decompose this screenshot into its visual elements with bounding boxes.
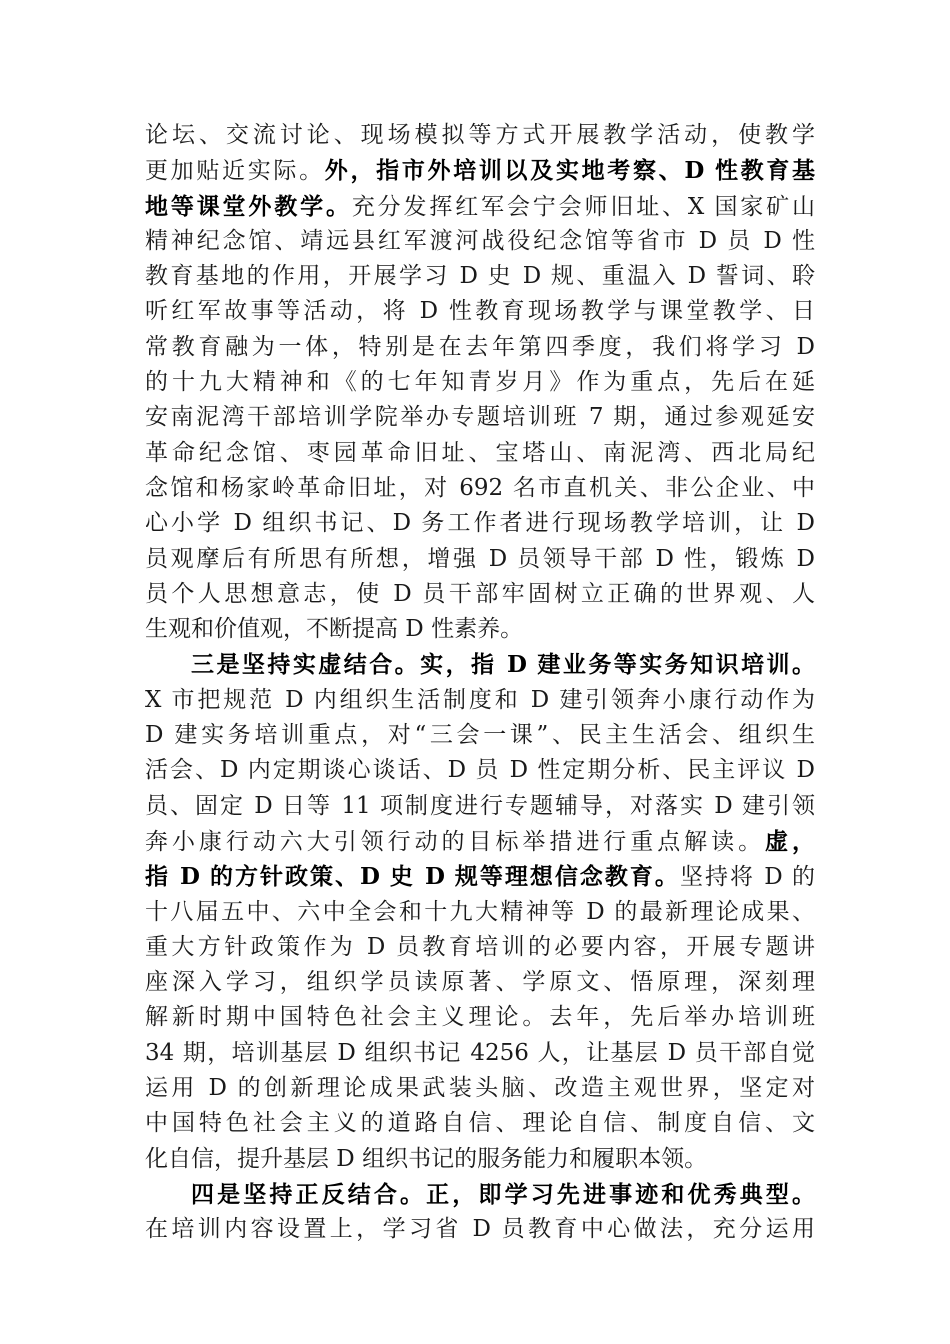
document-body bbox=[145, 118, 815, 1248]
bold-text-segment: 地等课堂外教学。 bbox=[145, 192, 352, 220]
bold-text-segment: 四是坚持正反结合。正，即学习先进事迹和优秀典型。 bbox=[191, 1180, 815, 1208]
text-segment: 生观和价值观，不断提高 D 性素养。 bbox=[145, 616, 524, 643]
text-line bbox=[145, 718, 815, 753]
text-line bbox=[145, 930, 815, 965]
text-line bbox=[145, 577, 815, 612]
text-segment: 更加贴近实际。 bbox=[145, 158, 325, 185]
text-line bbox=[145, 189, 815, 224]
text-segment: 在培训内容设置上，学习省 D 员教育中心做法，充分运用 bbox=[145, 1216, 815, 1243]
text-line bbox=[145, 1036, 815, 1071]
text-line bbox=[145, 1142, 815, 1177]
text-line bbox=[145, 400, 815, 435]
text-line bbox=[145, 436, 815, 471]
text-segment: 精神纪念馆、靖远县红军渡河战役纪念馆等省市 D 员 D 性 bbox=[145, 227, 816, 254]
text-line bbox=[145, 1000, 815, 1035]
text-line bbox=[145, 683, 815, 718]
text-line bbox=[145, 294, 815, 329]
text-segment: 座深入学习，组织学员读原著、学原文、悟原理，深刻理 bbox=[145, 969, 815, 996]
text-segment: 论坛、交流讨论、现场模拟等方式开展教学活动，使教学 bbox=[145, 122, 815, 148]
text-segment: 坚持将 D 的 bbox=[679, 864, 816, 891]
bold-text-segment: 外，指市外培训以及实地考察、D 性教育基 bbox=[324, 157, 816, 185]
text-line bbox=[145, 1071, 815, 1106]
text-line bbox=[145, 753, 815, 788]
text-line bbox=[145, 118, 815, 153]
text-segment: 34 期，培训基层 D 组织书记 4256 人，让基层 D 员干部自觉 bbox=[145, 1039, 815, 1066]
text-segment: 十八届五中、六中全会和十九大精神等 D 的最新理论成果、 bbox=[145, 898, 815, 925]
bold-text-segment: 指 D 的方针政策、D 史 D 规等理想信念教育。 bbox=[145, 863, 680, 891]
text-segment: 念馆和杨家岭革命旧址，对 692 名市直机关、非公企业、中 bbox=[145, 474, 815, 501]
text-line bbox=[145, 824, 815, 859]
text-segment: 解新时期中国特色社会主义理论。去年，先后举办培训班 bbox=[145, 1004, 815, 1031]
text-segment: X 市把规范 D 内组织生活制度和 D 建引领奔小康行动作为 bbox=[145, 686, 815, 713]
text-line bbox=[145, 259, 815, 294]
text-segment: 活会、D 内定期谈心谈话、D 员 D 性定期分析、民主评议 D bbox=[145, 757, 815, 784]
text-segment: 中国特色社会主义的道路自信、理论自信、制度自信、文 bbox=[145, 1110, 815, 1137]
text-segment: 重大方针政策作为 D 员教育培训的必要内容，开展专题讲 bbox=[145, 933, 815, 960]
bold-text-segment: 三是坚持实虚结合。实，指 D 建业务等实务知识培训。 bbox=[191, 651, 815, 679]
text-line bbox=[145, 859, 815, 894]
text-segment: 安南泥湾干部培训学院举办专题培训班 7 期，通过参观延安 bbox=[145, 404, 815, 431]
text-segment: D 建实务培训重点，对“三会一课”、民主生活会、组织生 bbox=[145, 722, 815, 749]
text-line bbox=[145, 365, 815, 400]
text-line bbox=[145, 1177, 815, 1212]
text-line bbox=[145, 1212, 815, 1247]
bold-text-segment: 虚， bbox=[765, 827, 816, 855]
text-line bbox=[145, 612, 815, 647]
text-line bbox=[145, 647, 815, 682]
text-line bbox=[145, 330, 815, 365]
text-segment: 的十九大精神和《的七年知青岁月》作为重点，先后在延 bbox=[145, 369, 815, 396]
text-line bbox=[145, 1106, 815, 1141]
text-segment: 员、固定 D 日等 11 项制度进行专题辅导，对落实 D 建引领 bbox=[145, 792, 815, 819]
text-segment: 常教育融为一体，特别是在去年第四季度，我们将学习 D bbox=[145, 333, 815, 360]
text-line bbox=[145, 506, 815, 541]
text-segment: 革命纪念馆、枣园革命旧址、宝塔山、南泥湾、西北局纪 bbox=[145, 439, 815, 466]
text-line bbox=[145, 789, 815, 824]
text-line bbox=[145, 224, 815, 259]
text-line bbox=[145, 895, 815, 930]
text-line bbox=[145, 965, 815, 1000]
text-segment: 员观摩后有所思有所想，增强 D 员领导干部 D 性，锻炼 D bbox=[145, 545, 815, 572]
text-segment: 听红军故事等活动，将 D 性教育现场教学与课堂教学、日 bbox=[145, 298, 815, 325]
text-segment: 化自信，提升基层 D 组织书记的服务能力和履职本领。 bbox=[145, 1145, 708, 1172]
text-segment: 奔小康行动六大引领行动的目标举措进行重点解读。 bbox=[145, 828, 766, 855]
text-segment: 员个人思想意志，使 D 员干部牢固树立正确的世界观、人 bbox=[145, 580, 815, 607]
text-line bbox=[145, 471, 815, 506]
text-segment: 教育基地的作用，开展学习 D 史 D 规、重温入 D 誓词、聆 bbox=[145, 263, 815, 290]
text-segment: 运用 D 的创新理论成果武装头脑、改造主观世界，坚定对 bbox=[145, 1075, 815, 1102]
text-segment: 充分发挥红军会宁会师旧址、X 国家矿山 bbox=[351, 193, 816, 220]
text-line bbox=[145, 153, 815, 188]
text-line bbox=[145, 542, 815, 577]
text-segment: 心小学 D 组织书记、D 务工作者进行现场教学培训，让 D bbox=[145, 510, 815, 537]
